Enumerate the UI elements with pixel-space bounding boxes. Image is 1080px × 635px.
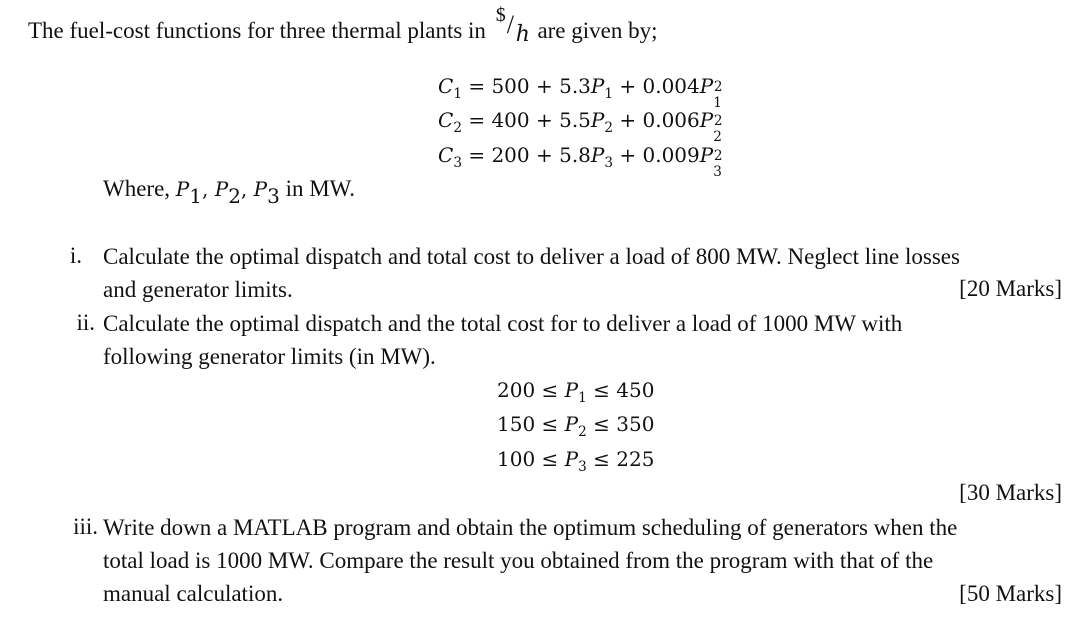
question-iii-marks: [50 Marks] [959, 581, 1062, 606]
question-iii-line2: total load is 1000 MW. Compare the result you obtained from the program with that of the [103, 548, 934, 573]
question-number-i: i. [69, 243, 82, 268]
question-ii-line2: following generator limits (in MW). [103, 344, 436, 369]
limit-p3: $100 \le P_3 \le 225$ [497, 447, 655, 475]
equation-c2: $C_2 = 400 + 5.5P_2 + 0.006P$ 2 2 [438, 108, 723, 146]
question-i-line2: and generator limits. [103, 277, 293, 302]
intro-text-before: The fuel-cost functions for three thermal plants in [28, 18, 486, 43]
unit-slash: / [506, 10, 514, 39]
question-iii-line3: manual calculation. [103, 581, 284, 606]
limit-p1: $200 \le P_1 \le 450$ [497, 378, 655, 406]
question-number-ii: ii. [76, 310, 95, 335]
question-ii-text [103, 307, 1065, 373]
question-ii-line1: Calculate the optimal dispatch and the total cost for to deliver a load of 1000 MW with [103, 311, 903, 336]
question-i-marks: [20 Marks] [959, 276, 1062, 301]
question-number-iii: iii. [73, 514, 98, 539]
question-i-line1: Calculate the optimal dispatch and total cost to deliver a load of 800 MW. Neglect line losses [103, 244, 960, 269]
where-line: Where, $P_1$, $P_2$, $P_3$ in MW. [103, 176, 356, 208]
unit-dollars-per-hour [492, 4, 532, 47]
unit-denominator: h [515, 22, 530, 47]
question-iii-line1: Write down a MATLAB program and obtain the optimum scheduling of generators when the [103, 515, 958, 540]
intro-text-after: are given by; [537, 18, 658, 43]
question-i-text [103, 240, 1065, 306]
question-ii-marks: [30 Marks] [959, 480, 1062, 505]
limit-p2: $150 \le P_2 \le 350$ [497, 412, 655, 440]
unit-numerator: $ [495, 4, 506, 26]
question-iii-text [103, 511, 1065, 610]
intro-line [28, 4, 658, 47]
equation-c3: $C_3 = 200 + 5.8P_3 + 0.009P$ 2 3 [438, 143, 723, 181]
equation-c1: $C_1 = 500 + 5.3P_1 + 0.004P$ 2 1 [438, 74, 723, 112]
